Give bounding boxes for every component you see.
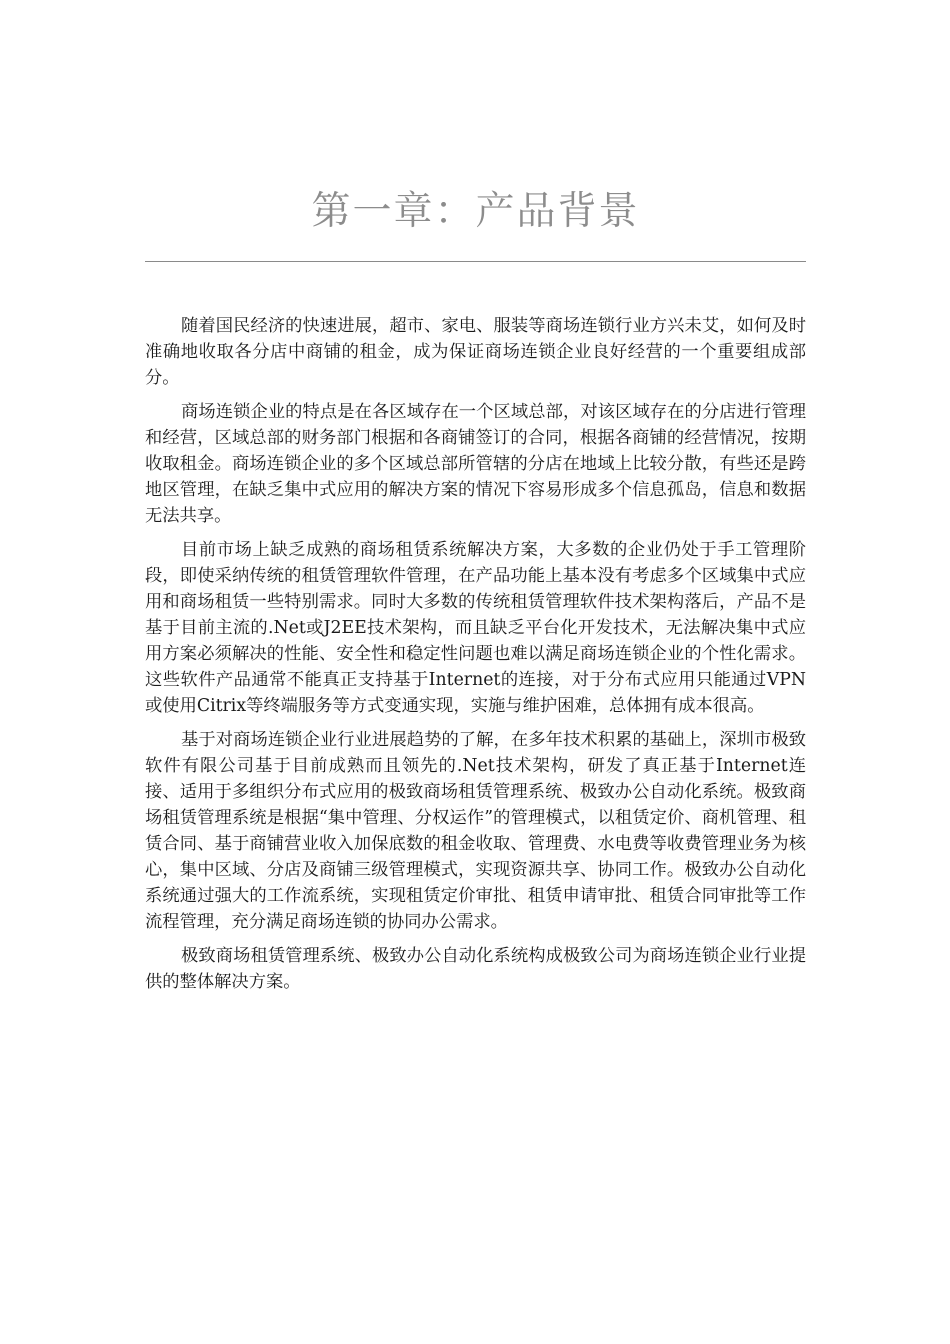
paragraph: 目前市场上缺乏成熟的商场租赁系统解决方案，大多数的企业仍处于手工管理阶段，即使采纳传统的租赁管理软件管理，在产品功能上基本没有考虑多个区域集中式应用和商场租赁一些特别需求。同时大多数的传统租赁管理软件技术架构落后，产品不是基于目前主流的.Net或J2EE技术架构，而且缺乏平台化开发技术，无法解决集中式应用方案必须解决的性能、安全性和稳定性问题也难以满足商场连锁企业的个性化需求。这些软件产品通常不能真正支持基于Internet的连接，对于分布式应用只能通过VPN或使用Citrix等终端服务等方式变通实现，实施与维护困难，总体拥有成本很高。 — [145, 540, 806, 716]
paragraph: 基于对商场连锁企业行业进展趋势的了解，在多年技术积累的基础上，深圳市极致软件有限公司基于目前成熟而且领先的.Net技术架构，研发了真正基于Internet连接、适用于多组织分布式应用的极致商场租赁管理系统、极致办公自动化系统。极致商场租赁管理系统是根据“集中管理、分权运作”的管理模式，以租赁定价、商机管理、租赁合同、基于商铺营业收入加保底数的租金收取、管理费、水电费等收费管理业务为核心，集中区域、分店及商铺三级管理模式，实现资源共享、协同工作。极致办公自动化系统通过强大的工作流系统，实现租赁定价审批、租赁申请审批、租赁合同审批等工作流程管理，充分满足商场连锁的协同办公需求。 — [145, 730, 806, 932]
paragraph: 极致商场租赁管理系统、极致办公自动化系统构成极致公司为商场连锁企业行业提供的整体解决方案。 — [145, 946, 806, 992]
chapter-title: 第一章：产品背景 — [311, 189, 640, 234]
paragraph: 随着国民经济的快速进展，超市、家电、服装等商场连锁行业方兴未艾，如何及时准确地收取各分店中商铺的租金，成为保证商场连锁企业良好经营的一个重要组成部分。 — [145, 316, 806, 388]
title-divider — [145, 261, 806, 262]
paragraph: 商场连锁企业的特点是在各区域存在一个区域总部，对该区域存在的分店进行管理和经营，区域总部的财务部门根据和各商铺签订的合同，根据各商铺的经营情况，按期收取租金。商场连锁企业的多个区域总部所管辖的分店在地域上比较分散，有些还是跨地区管理，在缺乏集中式应用的解决方案的情况下容易形成多个信息孤岛，信息和数据无法共享。 — [145, 402, 806, 526]
body-text — [145, 313, 806, 1003]
